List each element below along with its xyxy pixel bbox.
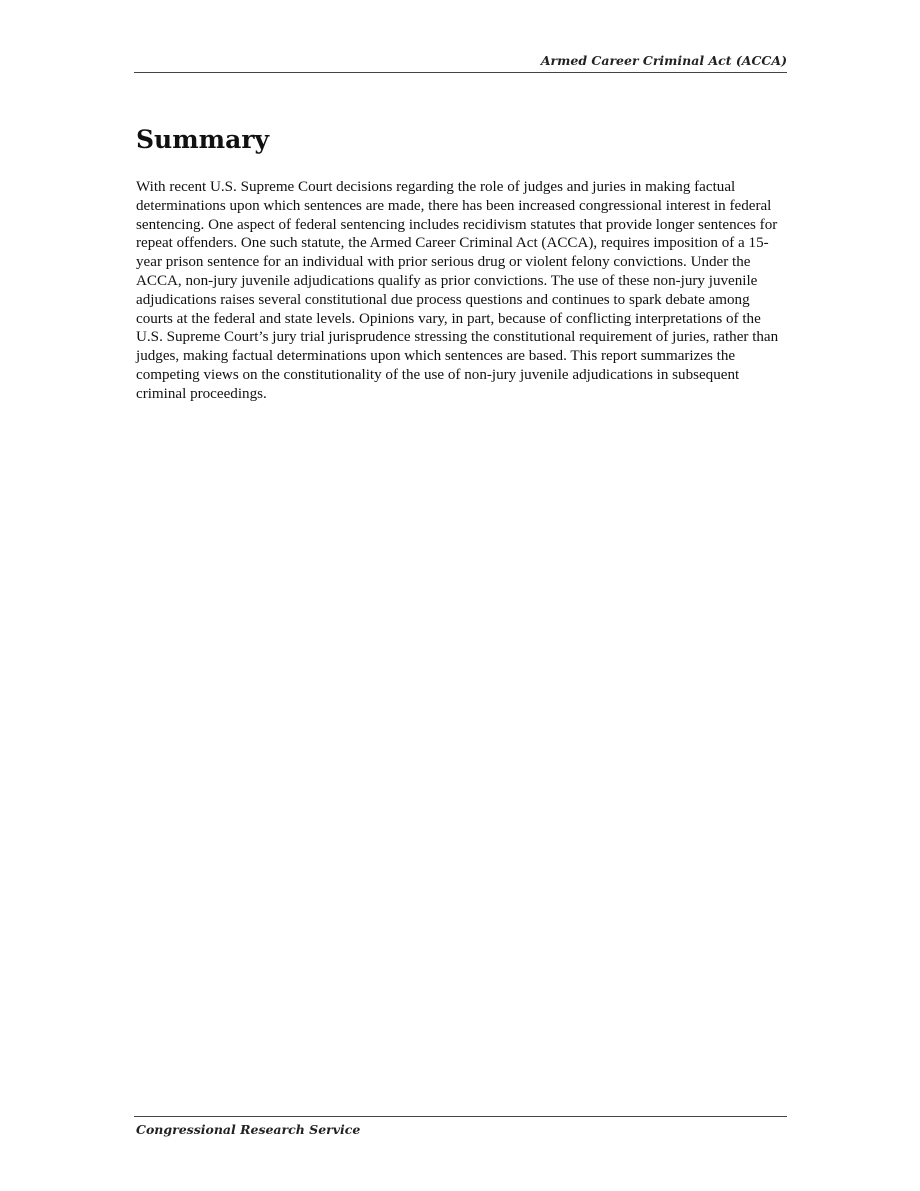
running-header-title: Armed Career Criminal Act (ACCA) xyxy=(540,53,787,68)
running-footer xyxy=(134,1116,787,1138)
page-title: Summary xyxy=(136,125,270,154)
footer-publisher: Congressional Research Service xyxy=(136,1122,361,1137)
running-header xyxy=(134,54,787,73)
main-content xyxy=(136,122,786,404)
summary-paragraph: With recent U.S. Supreme Court decisions regarding the role of judges and juries in making factual determinations upon which sentences are made, there has been increased congressional interest in federal sentencing. One aspect of federal sentencing includes recidivism statutes that provide longer sentences for repeat offenders. One such statute, the Armed Career Criminal Act (ACCA), requires imposition of a 15-year prison sentence for an individual with prior serious drug or violent felony convictions. Under the ACCA, non-jury juvenile adjudications qualify as prior convictions. The use of these non-jury juvenile adjudications raises several constitutional due process questions and continues to spark debate among courts at the federal and state levels. Opinions vary, in part, because of conflicting interpretations of the U.S. Supreme Court’s jury trial jurisprudence stressing the constitutional requirement of juries, rather than judges, making factual determinations upon which sentences are based. This report summarizes the competing views on the constitutionality of the use of non-jury juvenile adjudications in subsequent criminal proceedings. xyxy=(136,179,779,402)
